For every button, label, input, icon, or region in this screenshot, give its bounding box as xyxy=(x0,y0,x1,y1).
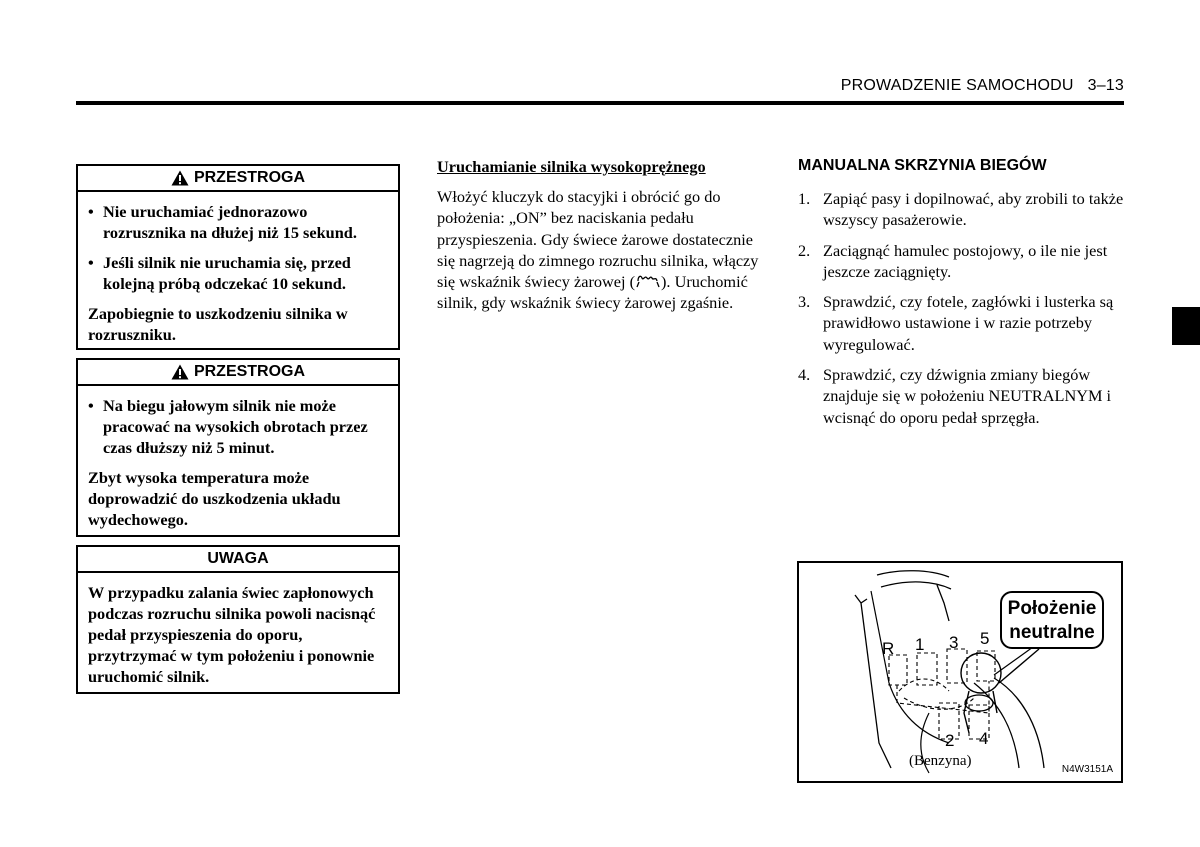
caution-box-1 xyxy=(76,164,400,350)
caution-note: Zapobiegnie to uszkodzeniu silnika w rozruszniku. xyxy=(88,304,348,344)
step-text: Sprawdzić, czy fotele, zagłówki i lusterka są prawidłowo ustawione i w razie potrzeby wyregulować. xyxy=(823,292,1114,354)
glow-plug-icon xyxy=(635,274,661,288)
step-number: 4. xyxy=(798,365,811,385)
gear-label-3: 3 xyxy=(949,633,959,652)
notice-box xyxy=(76,545,400,694)
list-item xyxy=(798,188,1128,231)
caution-box-1-title: PRZESTROGA xyxy=(193,169,306,186)
caution-bullet: • Nie uruchamiać jednorazowo rozrusznika na dłużej niż 15 sekund. xyxy=(88,201,388,243)
list-item xyxy=(798,240,1128,283)
gear-label-5: 5 xyxy=(980,629,990,648)
list-item xyxy=(798,291,1128,355)
callout-line-1: Położenie xyxy=(1007,598,1097,619)
notice-text: W przypadku zalania świec zapłonowych podczas rozruchu silnika powoli nacisnąć pedał przyspieszenia do oporu, przytrzymać w tym położeniu i ponownie uruchomić silnik. xyxy=(88,583,376,686)
step-text: Sprawdzić, czy dźwignia zmiany biegów znajduje się w położeniu NEUTRALNYM i wcisnąć do oporu pedał sprzęgła. xyxy=(823,365,1112,427)
page-header-title: PROWADZENIE SAMOCHODU 3–13 xyxy=(840,77,1124,94)
caution-box-2-title: PRZESTROGA xyxy=(193,363,306,380)
figure-caption: (Benzyna) xyxy=(909,753,972,769)
manual-gearbox-heading: MANUALNA SKRZYNIA BIEGÓW xyxy=(798,157,1047,174)
diesel-start-text-part2: ). Uruchomić silnik, gdy wskaźnik świecy żarowej zgaśnie. xyxy=(437,272,748,313)
gear-label-4: 4 xyxy=(979,729,989,748)
caution-box-2 xyxy=(76,358,400,537)
step-number: 3. xyxy=(798,292,811,312)
caution-box-1-header xyxy=(78,166,398,192)
header-rule xyxy=(76,101,1124,105)
diesel-start-text xyxy=(437,186,767,314)
caution-bullet: • Na biegu jałowym silnik nie może pracować na wysokich obrotach przez czas dłuższy niż 5 minut. xyxy=(88,395,388,458)
diesel-start-text-part1: Włożyć kluczyk do stacyjki i obrócić go do położenia: „ON” bez naciskania pedału przyspieszenia. Gdy świece żarowe dostatecznie się nagrzeją do zimnego rozruchu silnika, włączy się wskaźnik świecy żarowej ( xyxy=(437,187,759,292)
figure-code: N4W3151A xyxy=(1061,764,1113,775)
caution-box-2-header xyxy=(78,360,398,386)
step-number: 1. xyxy=(798,189,811,208)
notice-box-header xyxy=(78,547,398,573)
gear-label-1: 1 xyxy=(915,635,925,654)
gearbox-steps-list xyxy=(798,188,1128,437)
step-number: 2. xyxy=(798,240,811,260)
diesel-start-heading: Uruchamianie silnika wysokoprężnego xyxy=(437,157,706,176)
gear-label-2: 2 xyxy=(945,731,955,750)
section-tab-marker xyxy=(1172,307,1200,345)
notice-box-title: UWAGA xyxy=(207,550,269,567)
neutral-position-callout xyxy=(1000,591,1104,649)
gear-label-r: R xyxy=(882,639,895,658)
step-text: Zaciągnąć hamulec postojowy, o ile nie jest jeszcze zaciągnięty. xyxy=(823,240,1108,281)
gear-shift-illustration xyxy=(797,561,1123,783)
step-text: Zapiąć pasy i dopilnować, aby zrobili to także wszyscy pasażerowie. xyxy=(823,189,1124,230)
warning-triangle-icon xyxy=(171,170,189,186)
list-item xyxy=(798,364,1128,428)
callout-line-2: neutralne xyxy=(1009,622,1095,643)
caution-note: Zbyt wysoka temperatura może doprowadzić do uszkodzenia układu wydechowego. xyxy=(88,468,341,529)
warning-triangle-icon xyxy=(171,364,189,380)
caution-bullet: • Jeśli silnik nie uruchamia się, przed kolejną próbą odczekać 10 sekund. xyxy=(88,252,388,294)
